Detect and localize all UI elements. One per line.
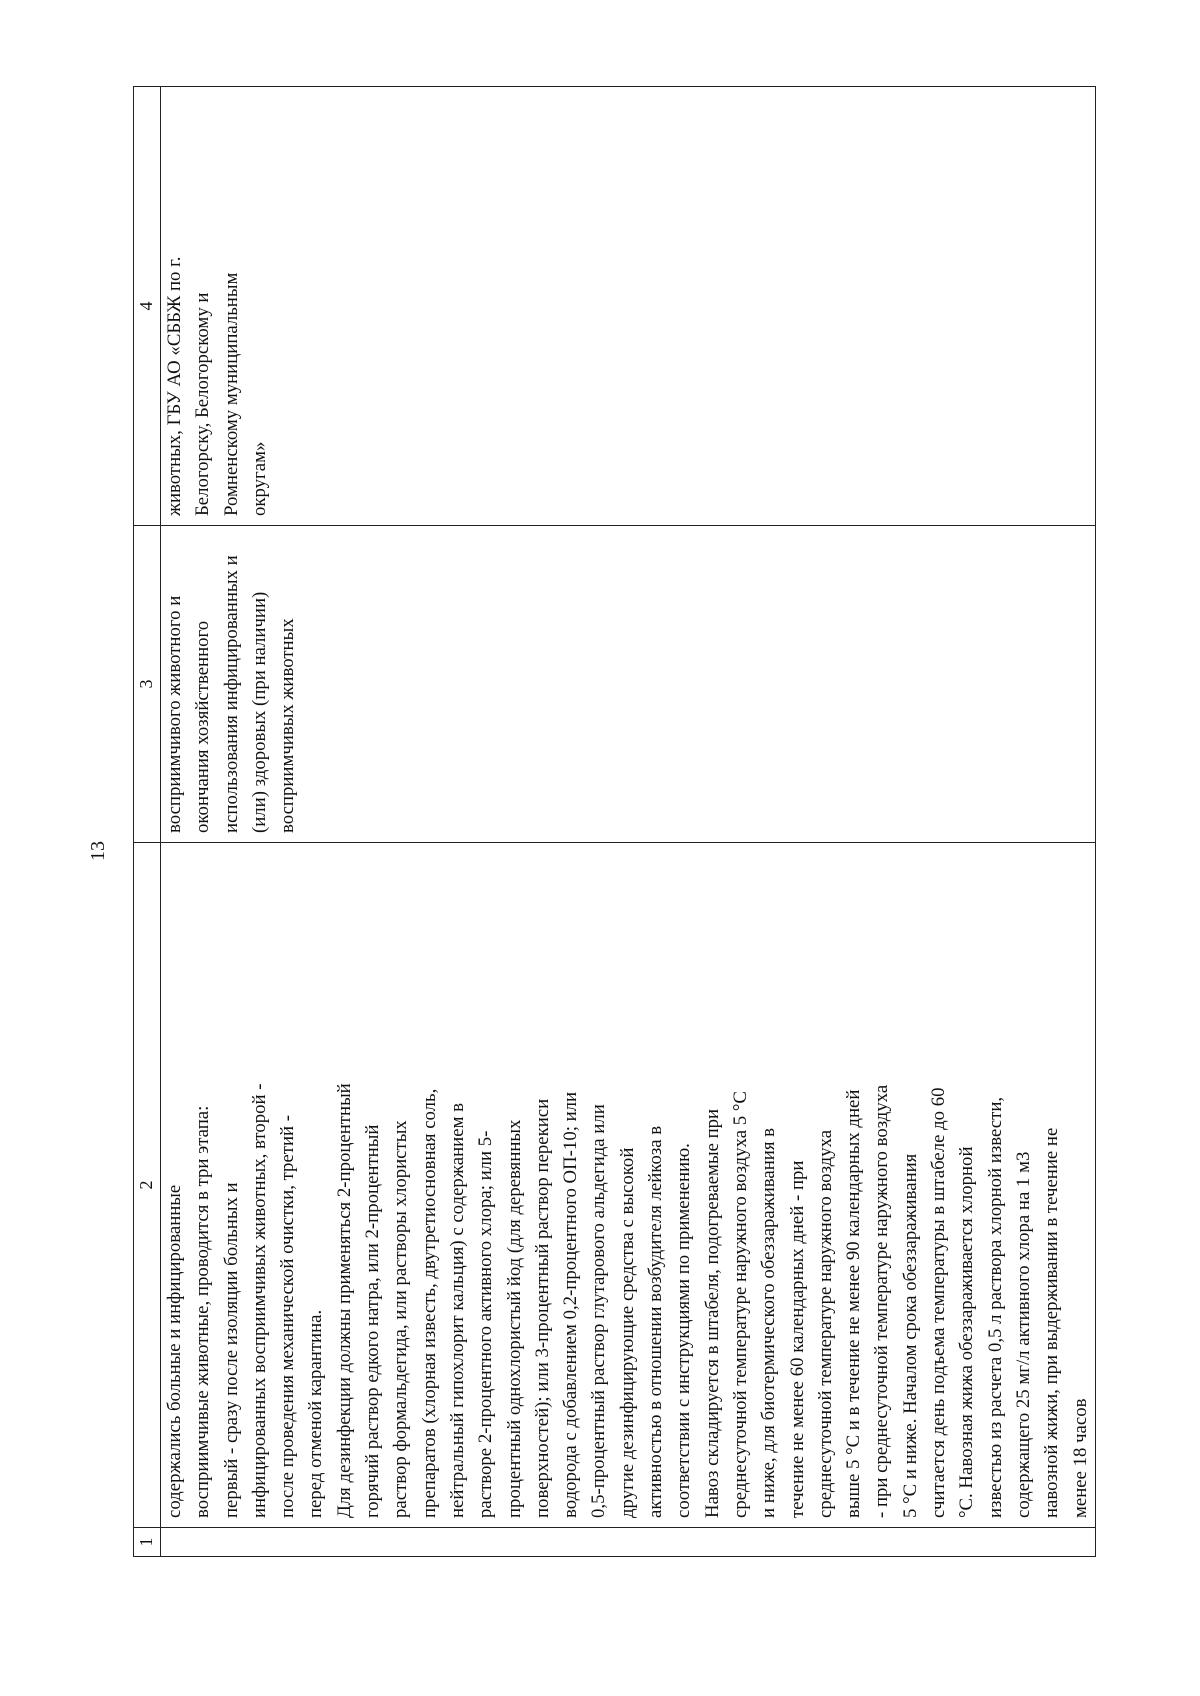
column-header-4: 4 bbox=[134, 87, 161, 526]
cell-col-4 bbox=[161, 87, 1096, 526]
column-header-3: 3 bbox=[134, 526, 161, 843]
measures-table bbox=[133, 86, 1096, 1557]
measures-text: содержались больные и инфицированные восприимчивые животные, проводится в три этапа: первый - сразу после изоляции больных и инфицированных восприимчивых животных, второй - после проведения механической очистки, третий - перед отменой карантина. Для дезинфекции должны применяться 2-процентный горячий раствор едкого натра, или 2-процентный раствор формальдегида, или растворы хлористых препаратов (хлорная известь, двутретиосновная соль, нейтральный гипохлорит кальция) с содержанием в растворе 2-процентного активного хлора; или 5- процентный однохлористый йод (для деревянных поверхностей); или 3-процентный раствор перекиси водорода с добавлением 0,2-процентного ОП-10; или 0,5-процентный раствор глутарового альдегида или другие дезинфицирующие средства с высокой активностью в отношении возбудителя лейкоза в соответствии с инструкциями по применению. Навоз складируется в штабеля, подогреваемые при среднесуточной температуре наружного воздуха 5 °С и ниже, для биотермического обеззараживания в течение не менее 60 календарных дней - при среднесуточной температуре наружного воздуха выше 5 °С и в течение не менее 90 календарных дней - при среднесуточной температуре наружного воздуха 5 °С и ниже. Началом срока обеззараживания считается день подъема температуры в штабеле до 60 °С. Навозная жижа обеззараживается хлорной известью из расчета 0,5 л раствора хлорной извести, содержащего 25 мг/л активного хлора на 1 м3 навозной жижи, при выдерживании в течение не менее 18 часов bbox=[164, 1083, 1091, 1518]
rotated-table-container bbox=[133, 87, 1091, 1557]
column-header-2: 2 bbox=[134, 843, 161, 1528]
responsible-text: животных, ГБУ АО «СББЖ по г. Белогорску, Белогорскому и Ромненскому муниципальным округам» bbox=[164, 256, 270, 516]
column-header-1: 1 bbox=[134, 1528, 161, 1557]
cell-col-3 bbox=[161, 526, 1096, 843]
table-row bbox=[161, 87, 1096, 1557]
cell-col-1 bbox=[161, 1528, 1096, 1557]
table-header-row bbox=[134, 87, 161, 1557]
page-number: 13 bbox=[87, 841, 109, 861]
period-text: восприимчивого животного и окончания хозяйственного использования инфицированных и (или) здоровых (при наличии) восприимчивых животных bbox=[164, 555, 299, 833]
cell-col-2 bbox=[161, 843, 1096, 1528]
